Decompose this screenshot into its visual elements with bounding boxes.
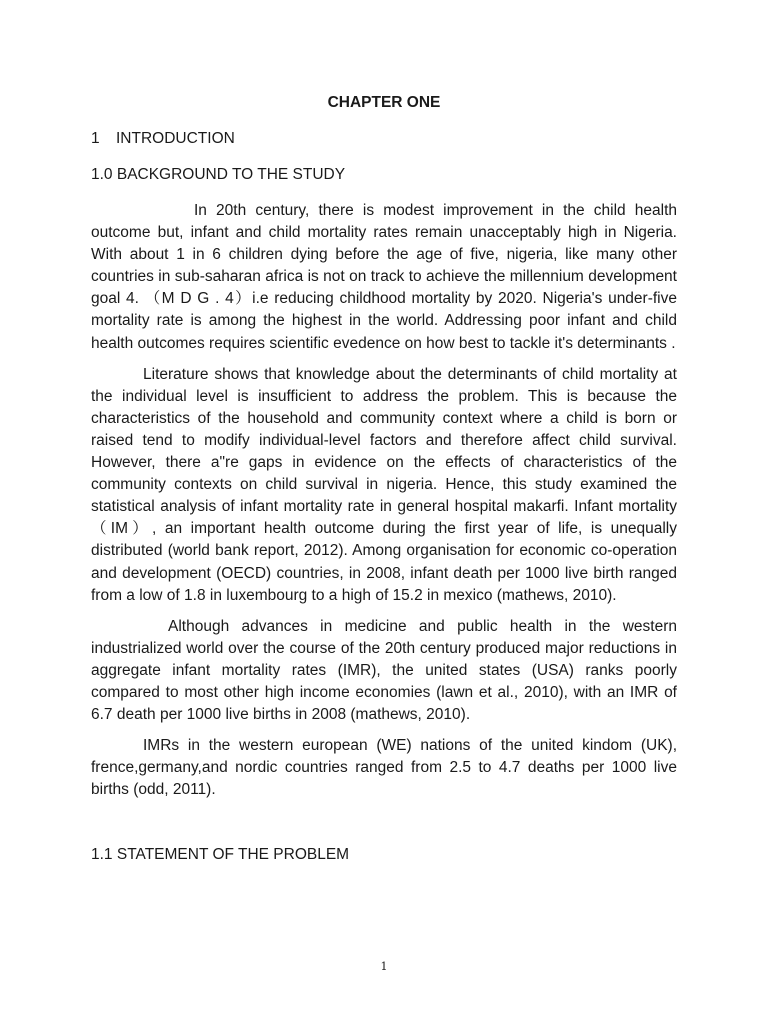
chapter-title: CHAPTER ONE <box>327 94 441 111</box>
introduction-heading-number: 1 <box>91 130 100 147</box>
statement-heading: 1.1 STATEMENT OF THE PROBLEM <box>91 846 350 864</box>
page-number: 1 <box>380 960 388 973</box>
introduction-heading <box>91 128 677 150</box>
background-heading: 1.0 BACKGROUND TO THE STUDY <box>91 166 346 183</box>
introduction-heading-label: INTRODUCTION <box>116 130 235 147</box>
paragraph-imrs: IMRs in the western european (WE) nations of the united kindom (UK), frence,germany,and nordic countries ranged from 2.5 to 4.7 deaths per 1000 live births (odd, 2011). <box>91 737 677 799</box>
section-spacer <box>91 810 677 844</box>
paragraph-literature: Literature shows that knowledge about the determinants of child mortality at the individual level is insufficient to address the problem. This is because the characteristics of the household and community context where a child is born or raised tend to modify individual-level factors and therefore affect child survival. However, there a"re gaps in evidence on the effects of characteristics of the community contexts on child survival in nigeria. Hence, this study examined the statistical analysis of infant mortality rate in general hospital makarfi. Infant mortality （IM）, an important health outcome during the first year of life, is unequally distributed (world bank report, 2012). Among organisation for economic co-operation and development (OECD) countries, in 2008, infant death per 1000 live birth ranged from a low of 1.8 in luxembourg to a high of 15.2 in mexico (mathews, 2010). <box>91 365 677 604</box>
page-content <box>91 92 677 866</box>
paragraph-background: In 20th century, there is modest improvement in the child health outcome but, infant and child mortality rates remain unacceptably high in Nigeria. With about 1 in 6 children dying before the age of five, nigeria, like many other countries in sub-saharan africa is not on track to achieve the millennium development goal 4. （M D G . 4）i.e reducing childhood mortality by 2020. Nigeria's under-five mortality rate is among the highest in the world. Addressing poor infant and child health outcomes requires scientific evedence on how best to tackle it's determinants . <box>91 202 677 352</box>
paragraph-advances: Although advances in medicine and public health in the western industrialized world over the course of the 20th century produced major reductions in aggregate infant mortality rates (IMR), the united states (USA) ranks poorly compared to most other high income economies (lawn et al., 2010), with an IMR of 6.7 death per 1000 live births in 2008 (mathews, 2010). <box>91 617 677 724</box>
